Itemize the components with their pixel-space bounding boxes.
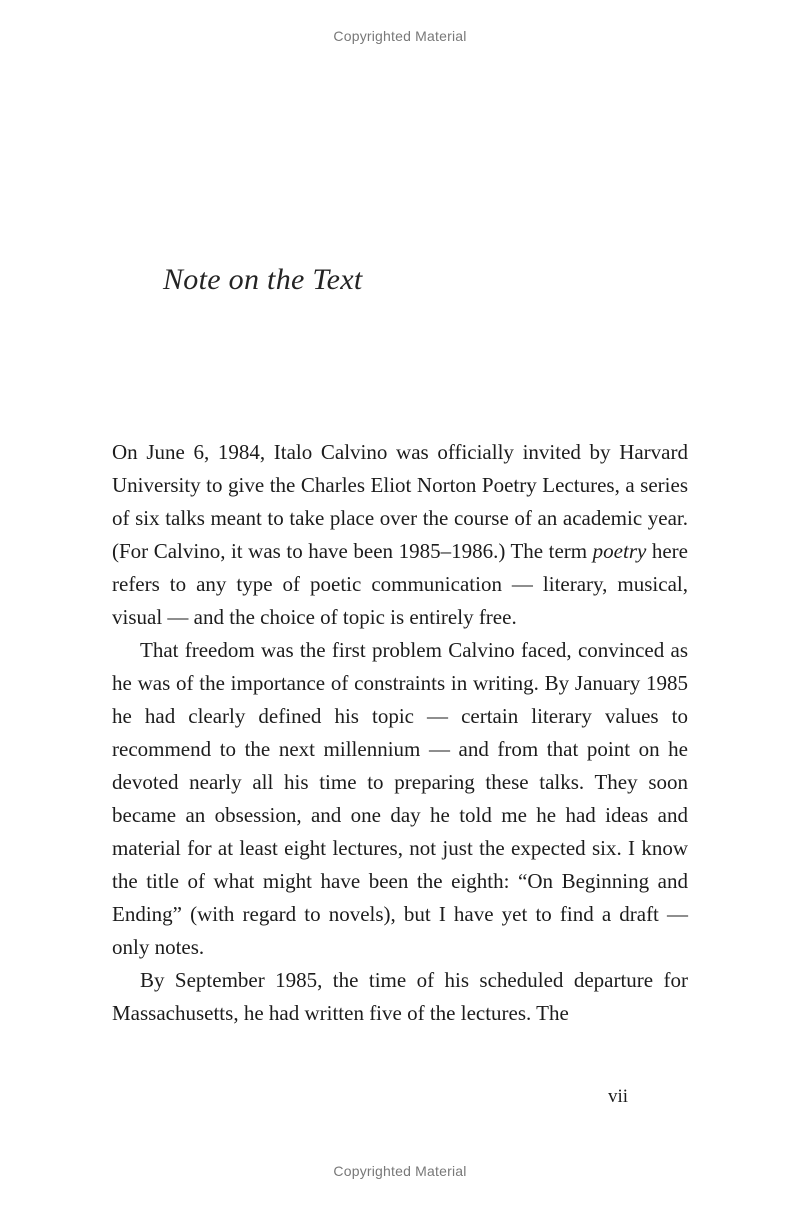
paragraph-text: here refers to any type of poetic communication — literary, musical, visual — and the choice of topic is entirely free. (112, 539, 688, 629)
copyright-notice-bottom: Copyrighted Material (333, 1163, 467, 1179)
body-text (112, 436, 688, 1030)
italic-term: poetry (592, 539, 647, 563)
page-number: vii (607, 1086, 629, 1107)
paragraph: That freedom was the first problem Calvino faced, convinced as he was of the importance of constraints in writing. By January 1985 he had clearly defined his topic — certain literary values to recommend to the next millennium — and from that point on he devoted nearly all his time to preparing these talks. They soon became an obsession, and one day he told me he had ideas and material for at least eight lectures, not just the expected six. I know the title of what might have been the eighth: “On Beginning and Ending” (with regard to novels), but I have yet to find a draft — only notes. (112, 638, 688, 959)
paragraph (112, 436, 688, 634)
chapter-heading: Note on the Text (163, 263, 363, 296)
paragraph: By September 1985, the time of his scheduled departure for Massachusetts, he had written five of the lectures. The (112, 968, 688, 1025)
paragraph-text: On June 6, 1984, Italo Calvino was officially invited by Harvard University to give the Charles Eliot Norton Poetry Lectures, a series of six talks meant to take place over the course of an academic year. (For Calvino, it was to have been 1985–1986.) The term (112, 440, 688, 563)
copyright-notice-top: Copyrighted Material (333, 28, 467, 44)
